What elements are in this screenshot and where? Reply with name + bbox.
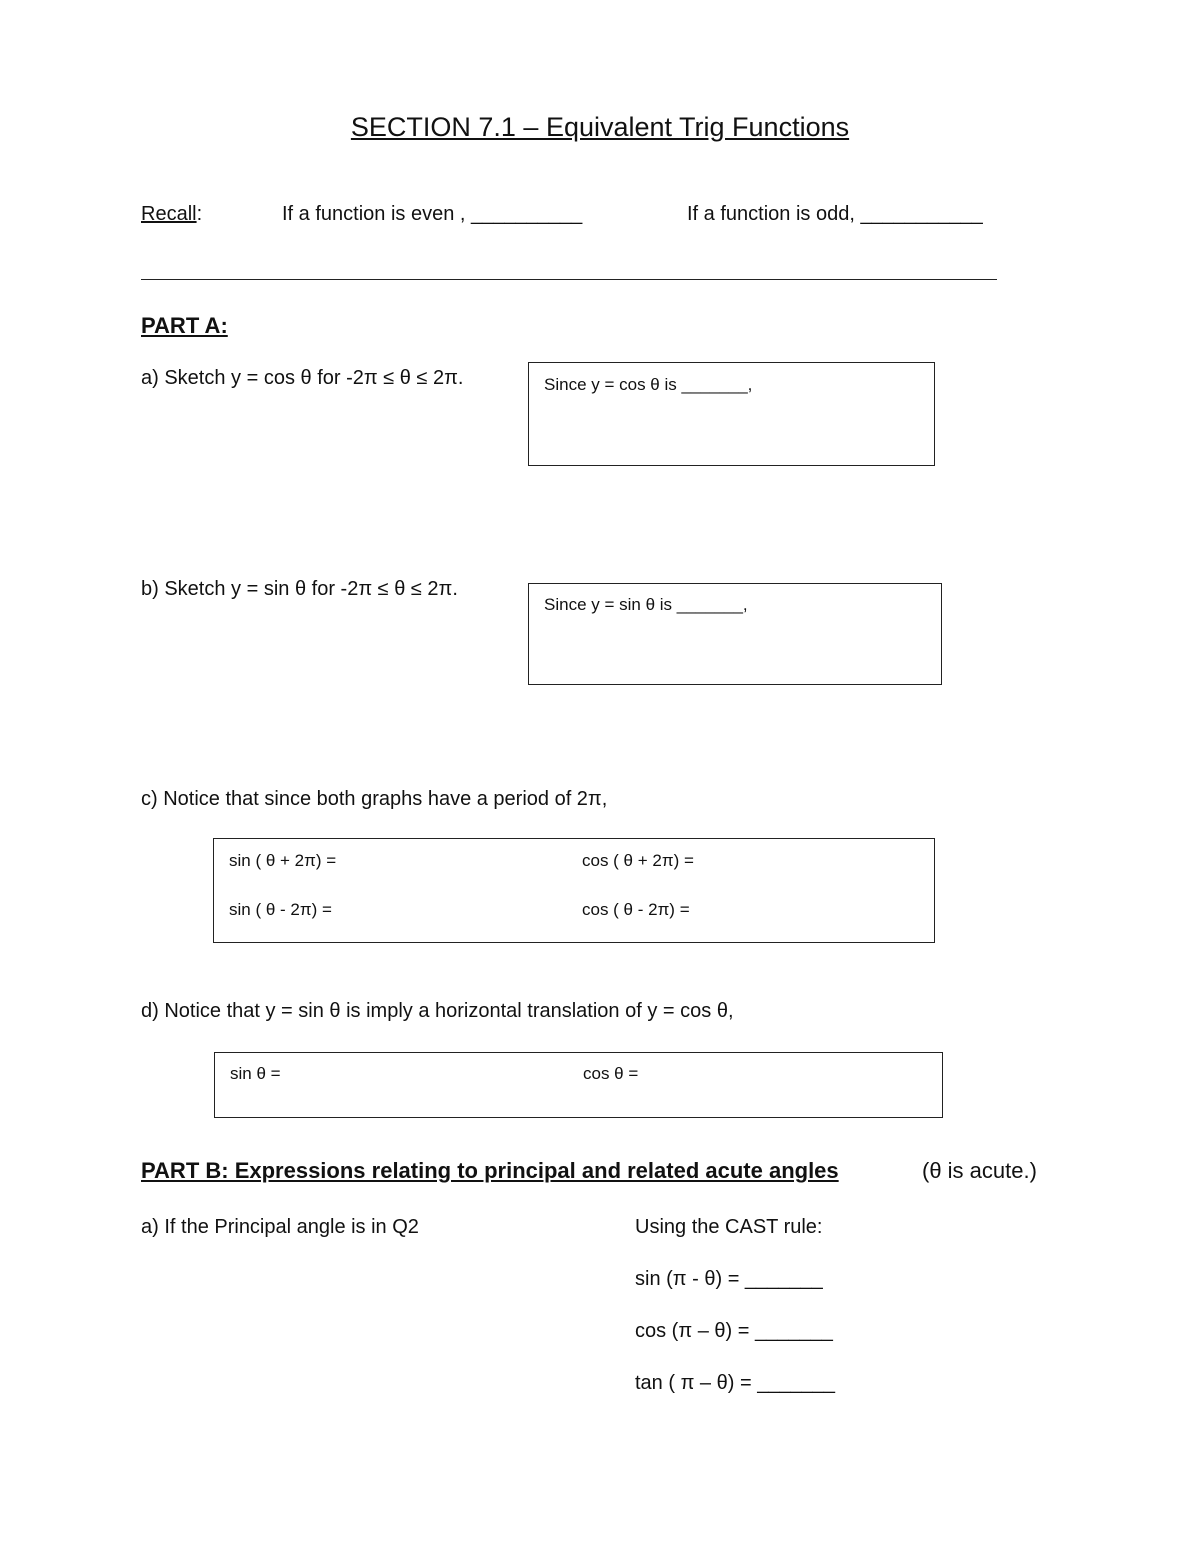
- answer-box-a: [528, 362, 935, 466]
- cos-pi-minus-theta: cos (π – θ) = _______: [635, 1320, 833, 1342]
- part-a-question-d: d) Notice that y = sin θ is imply a horizontal translation of y = cos θ,: [141, 1000, 734, 1022]
- identity-box-d: [214, 1052, 943, 1118]
- answer-box-b-text: Since y = sin θ is _______,: [544, 595, 748, 614]
- part-a-question-c: c) Notice that since both graphs have a period of 2π,: [141, 788, 608, 810]
- cast-rule-label: Using the CAST rule:: [635, 1216, 823, 1238]
- recall-line: [141, 203, 202, 226]
- recall-odd: If a function is odd, ___________: [687, 203, 983, 225]
- cos-plus-2pi: cos ( θ + 2π) =: [582, 851, 694, 870]
- part-b-question-a: a) If the Principal angle is in Q2: [141, 1216, 419, 1238]
- identity-box-c: [213, 838, 935, 943]
- recall-even: If a function is even , __________: [282, 203, 583, 225]
- part-a-question-a: a) Sketch y = cos θ for -2π ≤ θ ≤ 2π.: [141, 367, 464, 389]
- sin-plus-2pi: sin ( θ + 2π) =: [229, 851, 337, 870]
- tan-pi-minus-theta: tan ( π – θ) = _______: [635, 1372, 836, 1394]
- sin-minus-2pi: sin ( θ - 2π) =: [229, 900, 332, 919]
- part-b-heading: PART B: Expressions relating to principal and related acute angles: [141, 1158, 839, 1183]
- sin-pi-minus-theta: sin (π - θ) = _______: [635, 1268, 823, 1290]
- answer-box-b: [528, 583, 942, 685]
- part-b-note: (θ is acute.): [922, 1158, 1037, 1183]
- recall-colon: :: [196, 203, 203, 225]
- answer-box-a-text: Since y = cos θ is _______,: [544, 375, 753, 394]
- cos-theta-eq: cos θ =: [583, 1064, 639, 1083]
- divider: [141, 279, 997, 280]
- recall-label: Recall: [141, 203, 197, 225]
- cos-minus-2pi: cos ( θ - 2π) =: [582, 900, 690, 919]
- page-title: SECTION 7.1 – Equivalent Trig Functions: [350, 112, 850, 142]
- part-a-heading: PART A:: [141, 313, 228, 338]
- part-a-question-b: b) Sketch y = sin θ for -2π ≤ θ ≤ 2π.: [141, 578, 458, 600]
- sin-theta-eq: sin θ =: [230, 1064, 281, 1083]
